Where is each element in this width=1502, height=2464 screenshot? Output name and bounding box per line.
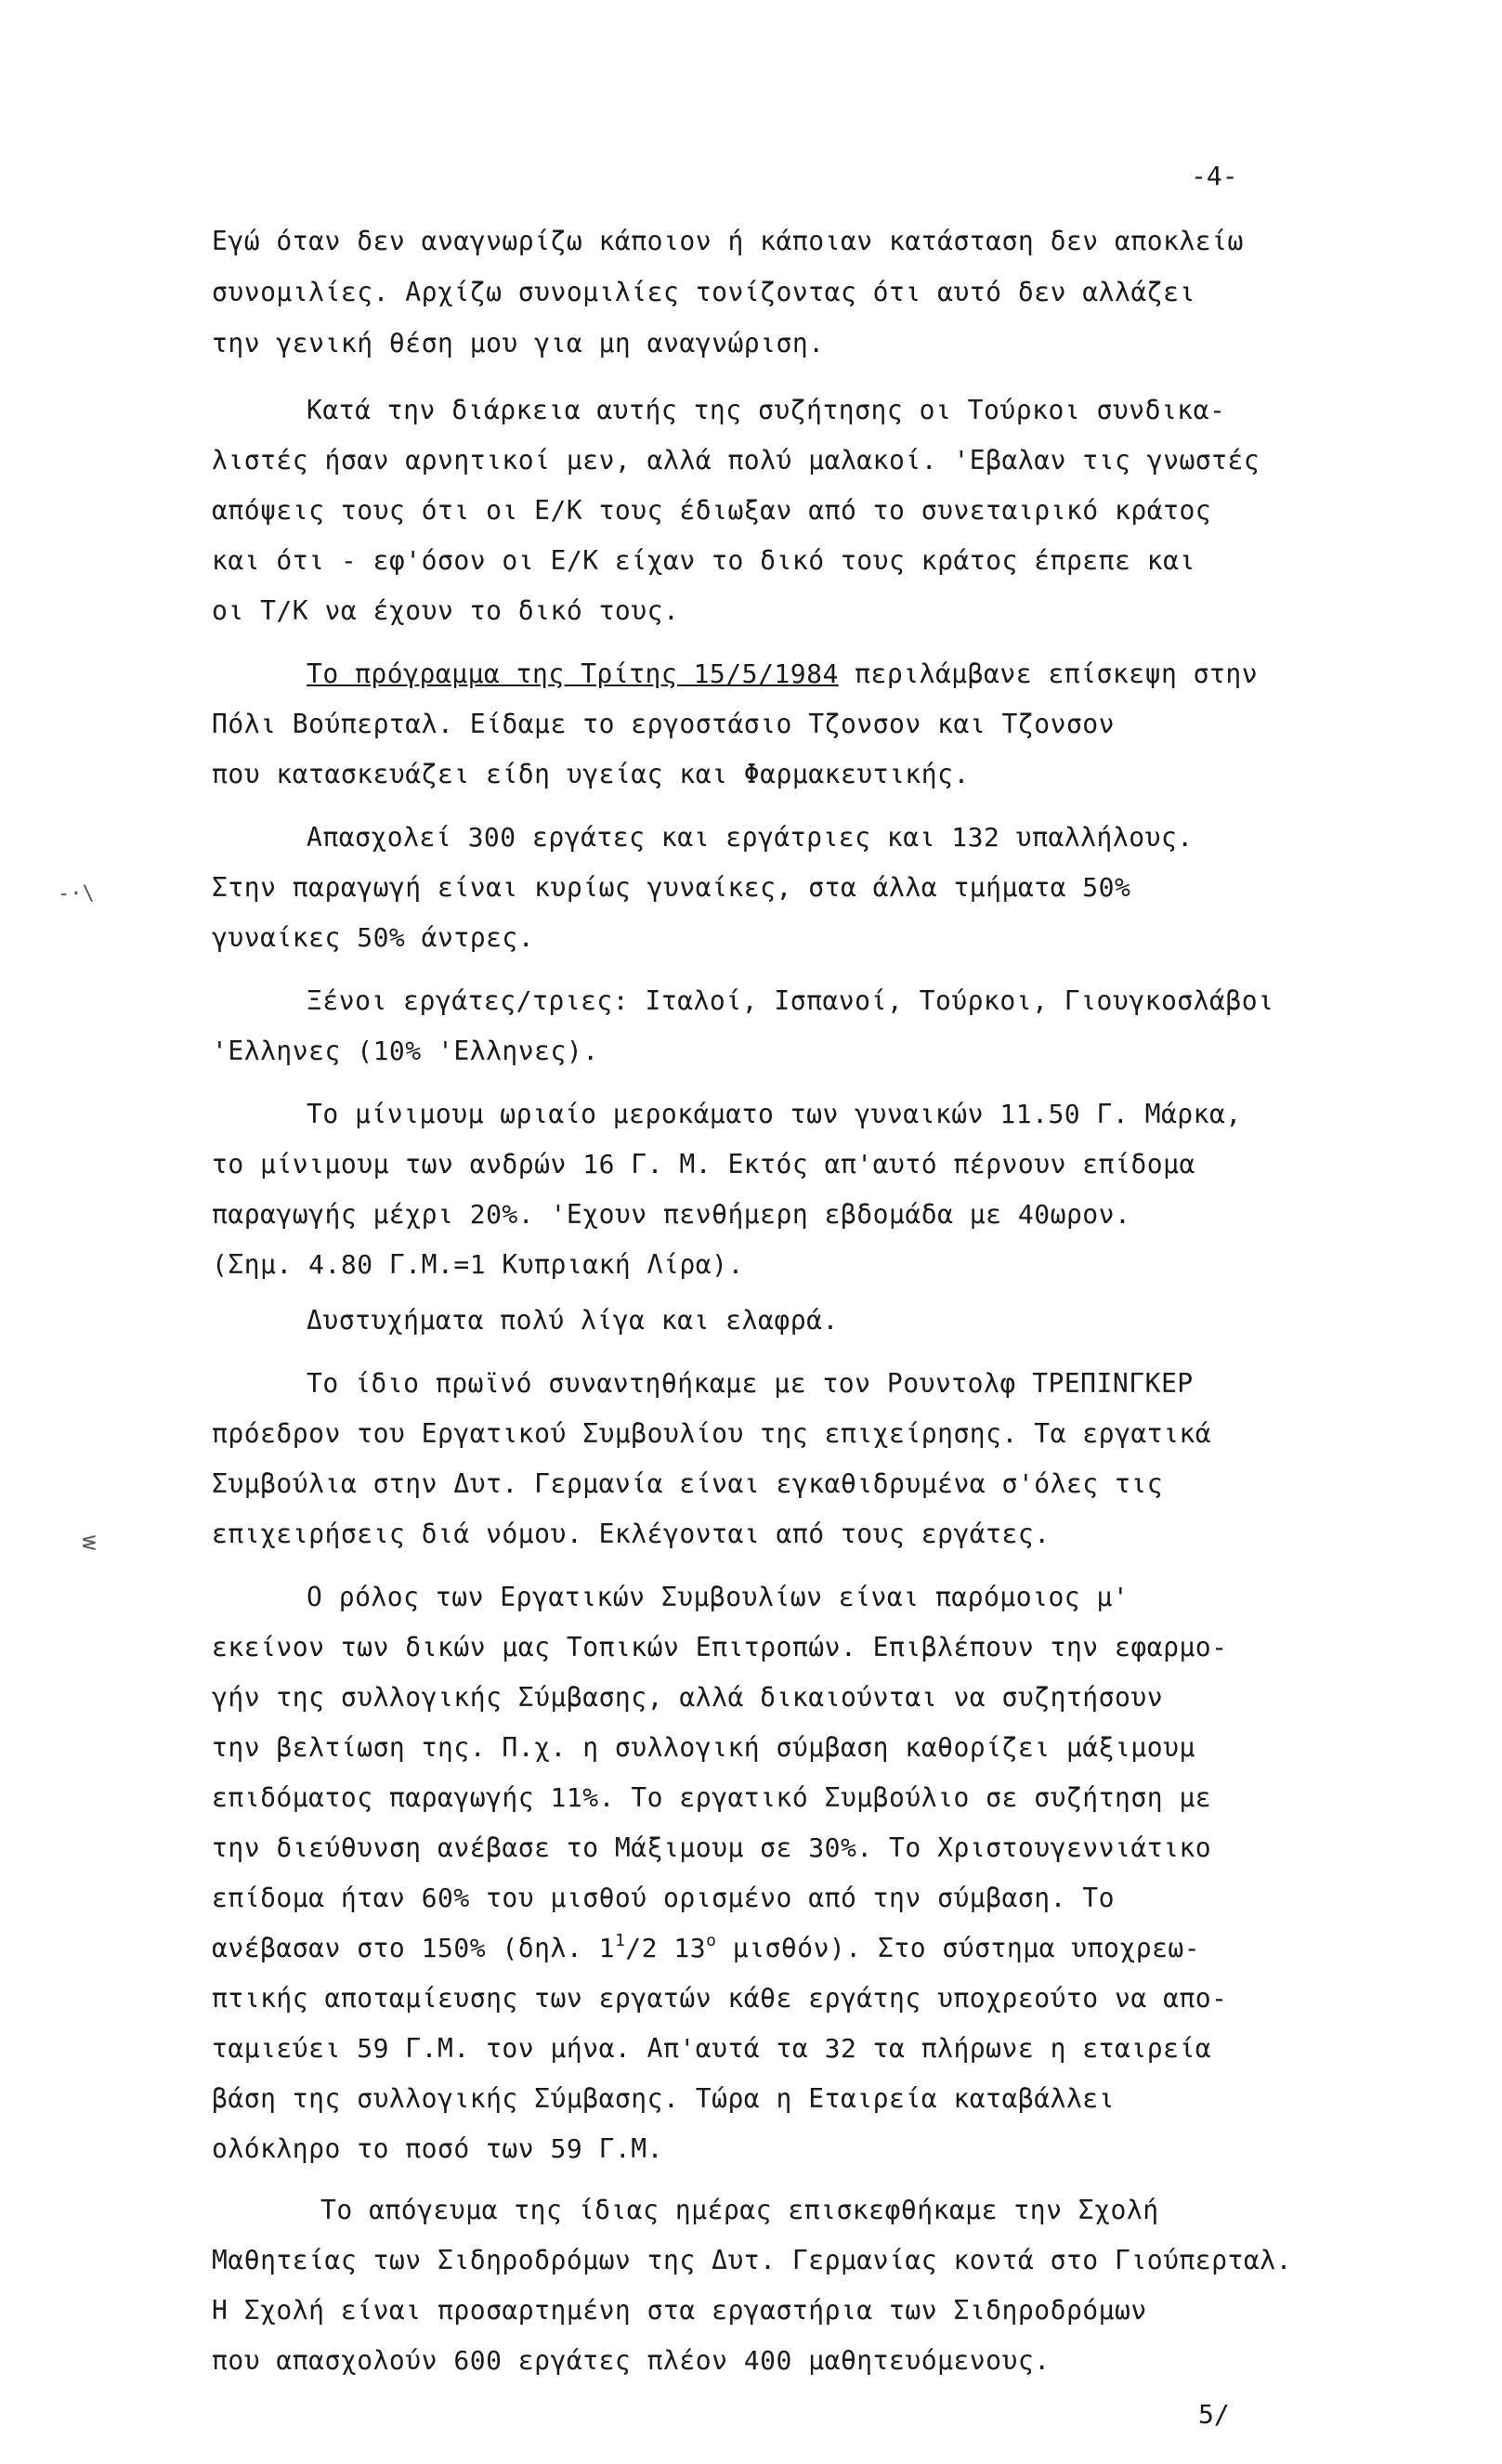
text-line: επιδόματος παραγωγής 11%. Το εργατικό Συμβούλιο σε συζήτηση με — [212, 1782, 1212, 1813]
text-line: λιστές ήσαν αρνητικοί μεν, αλλά πολύ μαλακοί. 'Εβαλαν τις γνωστές — [212, 445, 1260, 476]
text-line: Απασχολεί 300 εργάτες και εργάτριες και 132 υπαλλήλους. — [307, 822, 1194, 853]
text-line: το μίνιμουμ των ανδρών 16 Γ. Μ. Εκτός απ'αυτό πέρνουν επίδομα — [212, 1149, 1195, 1180]
text-line: που κατασκευάζει είδη υγείας και Φαρμακευτικής. — [212, 759, 970, 789]
text-line: συνομιλίες. Αρχίζω συνομιλίες τονίζοντας ότι αυτό δεν αλλάζει — [212, 277, 1195, 307]
text-line: πρόεδρον του Εργατικού Συμβουλίου της επιχείρησης. Τα εργατικά — [212, 1418, 1212, 1449]
margin-mark: -·\ — [58, 882, 95, 906]
text-line: Στην παραγωγή είναι κυρίως γυναίκες, στα άλλα τμήματα 50% — [212, 872, 1131, 903]
text-line: παραγωγής μέχρι 20%. 'Εχουν πενθήμερη εβδομάδα με 40ωρον. — [212, 1199, 1131, 1230]
text-line: και ότι - εφ'όσον οι Ε/Κ είχαν το δικό τους κράτος έπρεπε και — [212, 545, 1195, 576]
text-line: Ξένοι εργάτες/τριες: Ιταλοί, Ισπανοί, Τούρκοι, Γιουγκοσλάβοι — [307, 985, 1274, 1016]
text-line: Πόλι Βούπερταλ. Είδαμε το εργοστάσιο Τζονσον και Τζονσον — [212, 709, 1116, 739]
text-line: που απασχολούν 600 εργάτες πλέον 400 μαθητευόμενους. — [212, 2345, 1051, 2376]
text-line: ολόκληρο το ποσό των 59 Γ.Μ. — [212, 2133, 664, 2164]
text-line — [307, 658, 1258, 691]
text-line: επίδομα ήταν 60% του μισθού ορισμένο από την σύμβαση. Το — [212, 1883, 1116, 1913]
text-line: Μαθητείας των Σιδηροδρόμων της Δυτ. Γερμανίας κοντά στο Γιούπερταλ. — [212, 2245, 1292, 2275]
page-number: -4- — [1191, 161, 1238, 191]
text-line: οι Τ/Κ να έχουν το δικό τους. — [212, 595, 680, 626]
text-line: γήν της συλλογικής Σύμβασης, αλλά δικαιούνται να συζητήσουν — [212, 1682, 1164, 1713]
superscript: ο — [706, 1931, 717, 1950]
underlined-heading: Το πρόγραμμα της Τρίτης 15/5/1984 — [307, 658, 839, 689]
text-line: Το μίνιμουμ ωριαίο μεροκάματο των γυναικών 11.50 Γ. Μάρκα, — [307, 1099, 1242, 1129]
page-continuation-marker: 5/ — [1198, 2399, 1230, 2430]
text-line: (Σημ. 4.80 Γ.Μ.=1 Κυπριακή Λίρα). — [212, 1249, 744, 1280]
text-fragment: /2 13 — [625, 1933, 707, 1963]
text-line: επιχειρήσεις διά νόμου. Εκλέγονται από τους εργάτες. — [212, 1519, 1051, 1549]
text-line: 'Ελληνες (10% 'Ελληνες). — [212, 1036, 599, 1066]
text-fragment: μισθόν). Στο σύστημα υποχρεω- — [716, 1933, 1201, 1963]
text-line: Εγώ όταν δεν αναγνωρίζω κάποιον ή κάποιαν κατάσταση δεν αποκλείω — [212, 226, 1244, 256]
text-line: την γενική θέση μου για μη αναγνώριση. — [212, 328, 825, 359]
text-line: Κατά την διάρκεια αυτής της συζήτησης οι Τούρκοι συνδικα- — [307, 395, 1226, 425]
superscript: 1 — [614, 1931, 626, 1950]
text-line: απόψεις τους ότι οι Ε/Κ τους έδιωξαν από το συνεταιρικό κράτος — [212, 495, 1212, 526]
margin-mark: ᓬ — [82, 1532, 98, 1556]
text-line: Η Σχολή είναι προσαρτημένη στα εργαστήρια των Σιδηροδρόμων — [212, 2295, 1147, 2326]
text-line: Το απόγευμα της ίδιας ημέρας επισκεφθήκαμε την Σχολή — [320, 2195, 1159, 2225]
text-line: Ο ρόλος των Εργατικών Συμβουλίων είναι παρόμοιος μ' — [307, 1582, 1130, 1612]
text-line: την διεύθυνση ανέβασε το Μάξιμουμ σε 30%. Το Χριστουγεννιάτικο — [212, 1832, 1212, 1863]
text-line: την βελτίωση της. Π.χ. η συλλογική σύμβαση καθορίζει μάξιμουμ — [212, 1732, 1195, 1763]
text-line: εκείνον των δικών μας Τοπικών Επιτροπών. Επιβλέπουν την εφαρμο- — [212, 1632, 1228, 1662]
text-line: Δυστυχήματα πολύ λίγα και ελαφρά. — [307, 1305, 839, 1336]
text-line: Το ίδιο πρωϊνό συναντηθήκαμε με τον Ρουντολφ ΤΡΕΠΙΝΓΚΕΡ — [307, 1368, 1194, 1399]
text-line: πτικής αποταμίευσης των εργατών κάθε εργάτης υποχρεούτο να απο- — [212, 1983, 1228, 2014]
text-line: ταμιεύει 59 Γ.Μ. τον μήνα. Απ'αυτά τα 32 τα πλήρωνε η εταιρεία — [212, 2033, 1212, 2064]
text-fragment: περιλάμβανε επίσκεψη στην — [838, 658, 1259, 689]
text-line: βάση της συλλογικής Σύμβασης. Τώρα η Εταιρεία καταβάλλει — [212, 2083, 1116, 2114]
text-line: Συμβούλια στην Δυτ. Γερμανία είναι εγκαθιδρυμένα σ'όλες τις — [212, 1468, 1164, 1499]
text-fragment: ανέβασαν στο 150% (δηλ. 1 — [212, 1933, 615, 1963]
text-line: γυναίκες 50% άντρες. — [212, 922, 535, 953]
text-line-fraction — [212, 1932, 1200, 1969]
